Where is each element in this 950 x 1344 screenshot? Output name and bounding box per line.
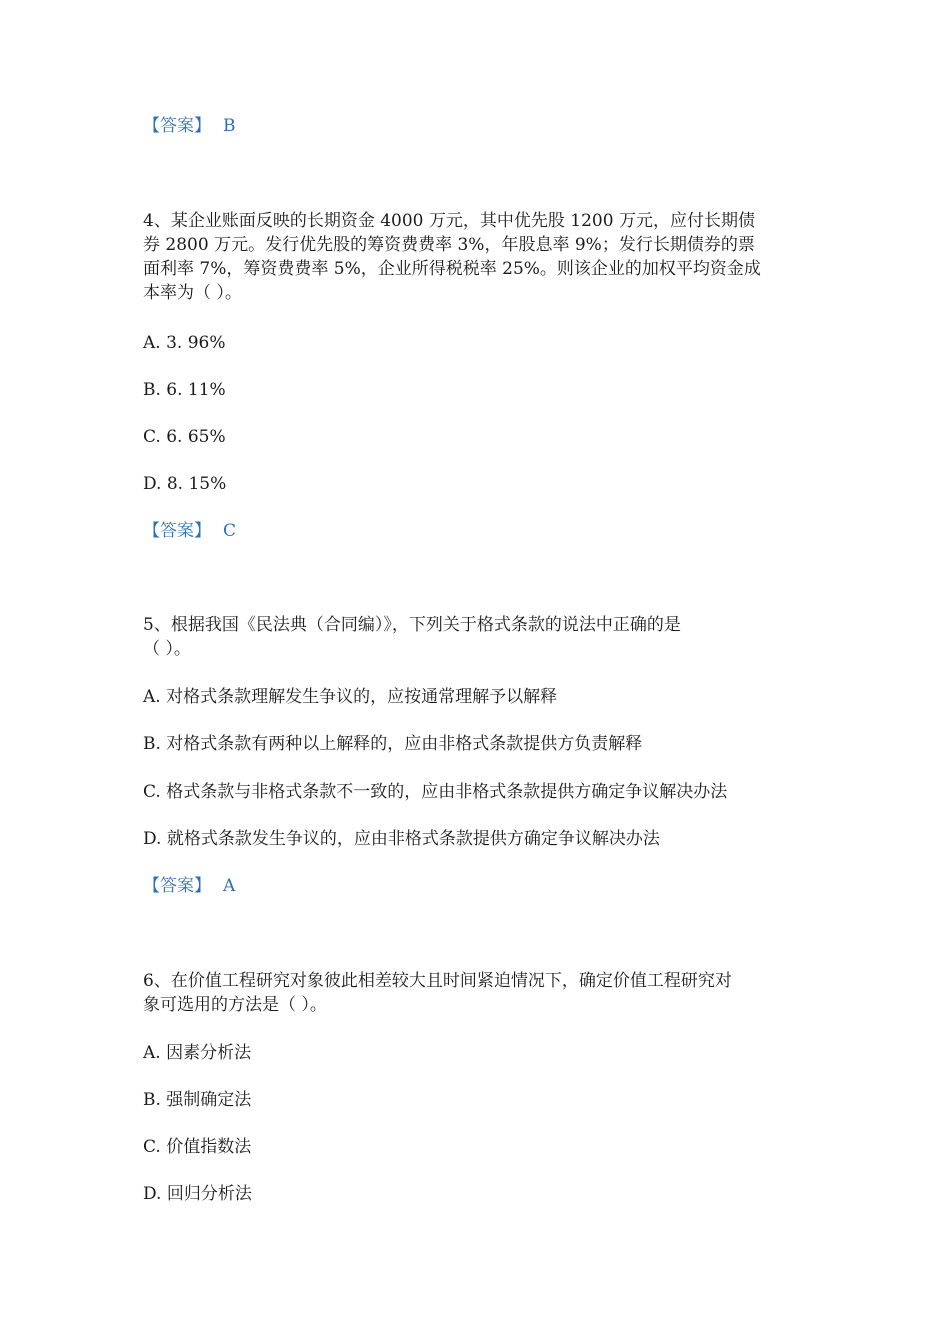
q5-option-d: D. 就格式条款发生争议的，应由非格式条款提供方确定争议解决办法 — [143, 829, 660, 849]
q4-option-d: D. 8. 15% — [143, 474, 227, 494]
q5-stem-line: （ ）。 — [143, 639, 191, 659]
q6-stem-line: 6、在价值工程研究对象彼此相差较大且时间紧迫情况下，确定价值工程研究对 — [143, 971, 732, 991]
q6-option-d: D. 回归分析法 — [143, 1184, 252, 1204]
q6-option-a: A. 因素分析法 — [143, 1043, 252, 1063]
q6-stem-line: 象可选用的方法是（ ）。 — [143, 995, 327, 1015]
q6-option-b: B. 强制确定法 — [143, 1090, 252, 1110]
q6-stem — [143, 969, 823, 1017]
q5-stem — [143, 613, 823, 661]
answer-value: B — [223, 116, 236, 136]
q5-stem-line: 5、根据我国《民法典（合同编）》，下列关于格式条款的说法中正确的是 — [143, 615, 681, 635]
q6-option-c: C. 价值指数法 — [143, 1137, 252, 1157]
q4-stem-line: 本率为（ ）。 — [143, 283, 242, 303]
q5-option-c: C. 格式条款与非格式条款不一致的，应由非格式条款提供方确定争议解决办法 — [143, 782, 728, 802]
q4-stem-line: 4、某企业账面反映的长期资金 4000 万元，其中优先股 1200 万元，应付长期债 — [143, 211, 755, 231]
q4-stem-line: 面利率 7%，筹资费费率 5%，企业所得税税率 25%。则该企业的加权平均资金成 — [143, 259, 761, 279]
answer-label: 【答案】 — [143, 116, 211, 136]
q4-stem-line: 券 2800 万元。发行优先股的筹资费费率 3%，年股息率 9%；发行长期债券的票 — [143, 235, 755, 255]
q4-option-c: C. 6. 65% — [143, 427, 226, 447]
q5-option-b: B. 对格式条款有两种以上解释的，应由非格式条款提供方负责解释 — [143, 734, 643, 754]
q4-option-b: B. 6. 11% — [143, 380, 226, 400]
answer-value: C — [223, 521, 237, 541]
q4-answer — [143, 519, 823, 543]
q5-answer — [143, 874, 823, 898]
q3-answer — [143, 114, 823, 138]
q4-option-a: A. 3. 96% — [143, 333, 226, 353]
answer-value: A — [223, 876, 236, 896]
q5-option-a: A. 对格式条款理解发生争议的，应按通常理解予以解释 — [143, 687, 558, 707]
answer-label: 【答案】 — [143, 521, 211, 541]
answer-label: 【答案】 — [143, 876, 211, 896]
q4-stem — [143, 209, 823, 305]
